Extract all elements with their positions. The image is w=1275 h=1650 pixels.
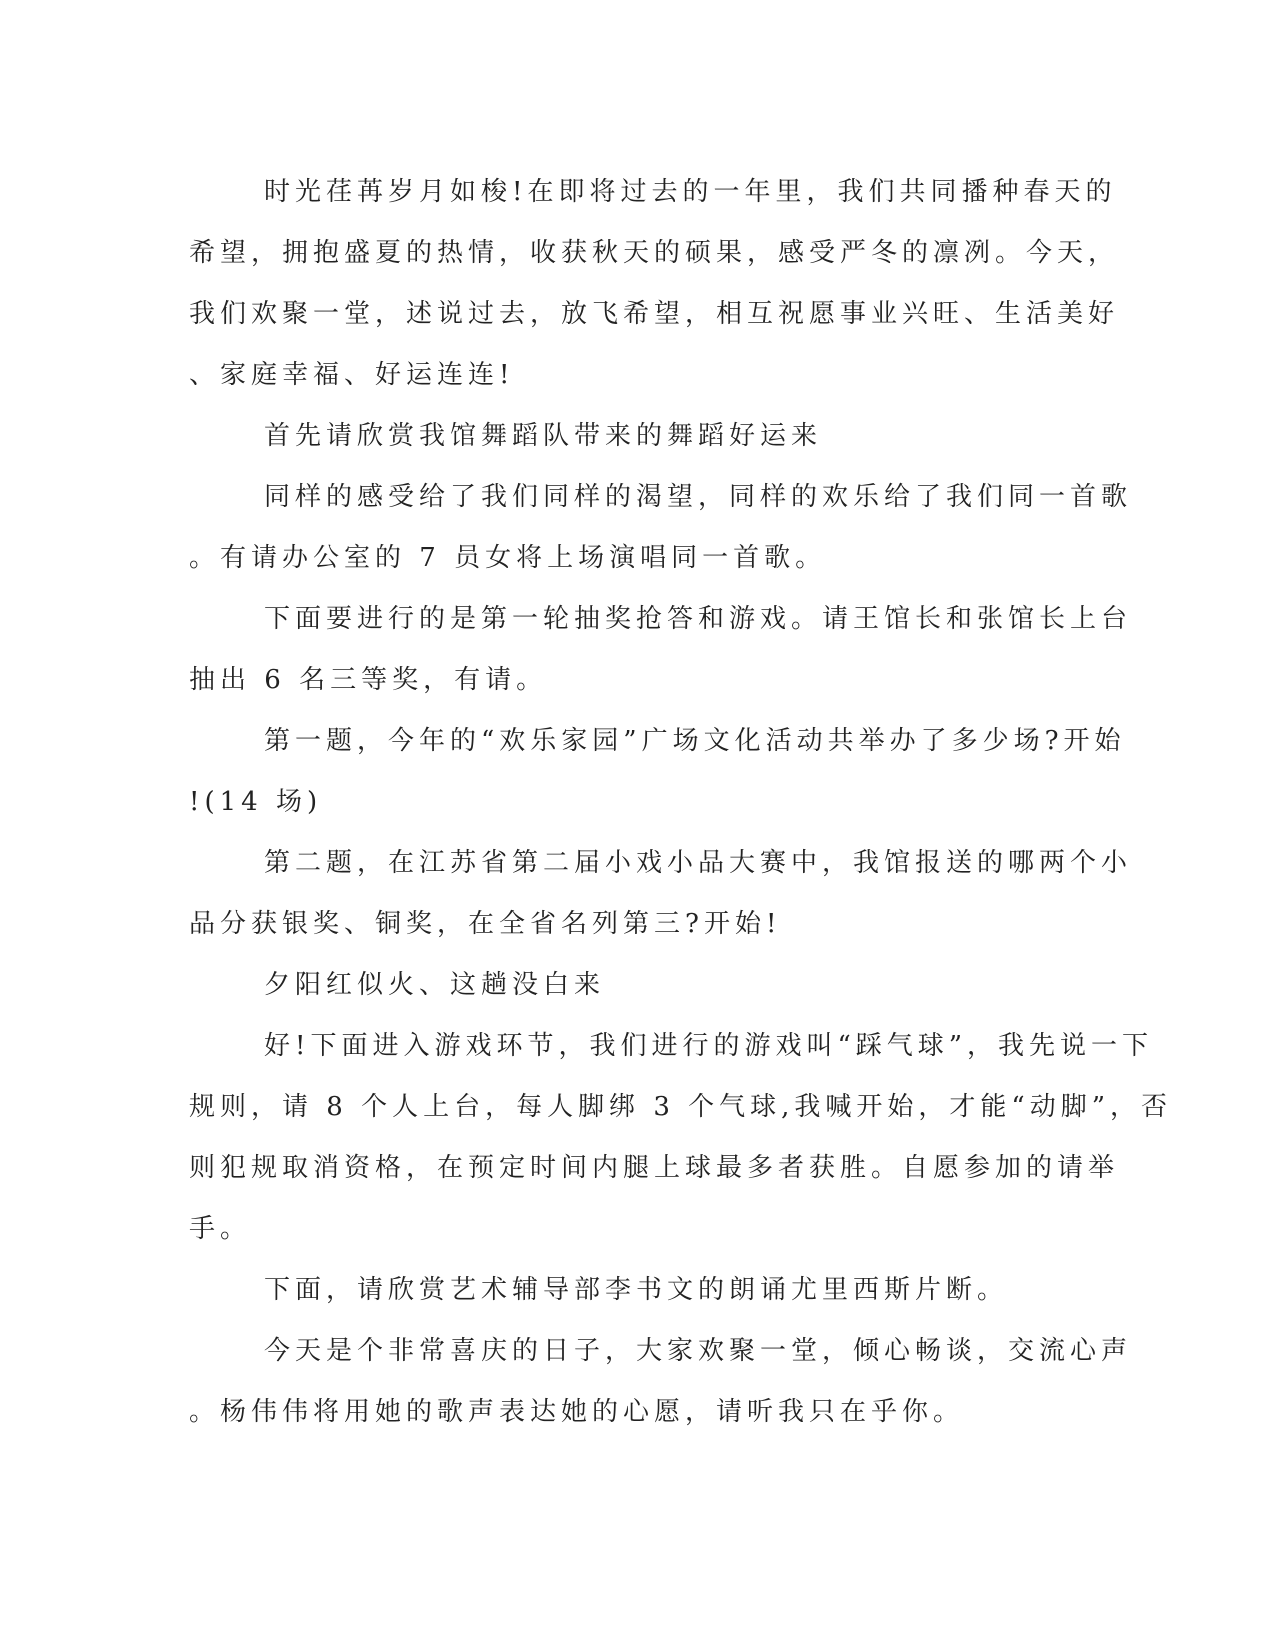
paragraph-opening <box>189 162 1120 406</box>
paragraph-recital <box>189 1260 1079 1321</box>
paragraph-question-1 <box>189 711 1126 833</box>
paragraph-dance <box>189 406 1079 467</box>
text-line: 。杨伟伟将用她的歌声表达她的心愿，请听我只在乎你。 <box>189 1397 965 1427</box>
text-line: 首先请欣赏我馆舞蹈队带来的舞蹈好运来 <box>264 421 823 451</box>
document-body <box>189 162 1172 1443</box>
text-line: 手。 <box>189 1214 252 1244</box>
text-line: 希望，拥抱盛夏的热情，收获秋天的硕果，感受严冬的凛冽。今天， <box>189 238 1120 268</box>
text-line: 品分获银奖、铜奖，在全省名列第三?开始! <box>189 909 782 939</box>
paragraph-song <box>189 467 1133 589</box>
text-line: 时光荏苒岁月如梭!在即将过去的一年里，我们共同播种春天的 <box>264 177 1117 207</box>
text-line: !(14 场) <box>189 787 323 817</box>
text-line: 抽出 6 名三等奖，有请。 <box>189 665 548 695</box>
paragraph-lottery <box>189 589 1133 711</box>
text-line: 。有请办公室的 7 员女将上场演唱同一首歌。 <box>189 543 827 573</box>
text-line: 第一题，今年的“欢乐家园”广场文化活动共举办了多少场?开始 <box>264 726 1126 756</box>
text-line: 下面，请欣赏艺术辅导部李书文的朗诵尤里西斯片断。 <box>264 1275 1009 1305</box>
text-line: 我们欢聚一堂，述说过去，放飞希望，相互祝愿事业兴旺、生活美好 <box>189 299 1120 329</box>
text-line: 规则，请 8 个人上台，每人脚绑 3 个气球,我喊开始，才能“动脚”，否 <box>189 1092 1172 1122</box>
text-line: 下面要进行的是第一轮抽奖抢答和游戏。请王馆长和张馆长上台 <box>264 604 1133 634</box>
text-line: 同样的感受给了我们同样的渴望，同样的欢乐给了我们同一首歌 <box>264 482 1133 512</box>
text-line: 好!下面进入游戏环节，我们进行的游戏叫“踩气球”，我先说一下 <box>264 1031 1154 1061</box>
text-line: 夕阳红似火、这趟没白来 <box>264 970 606 1000</box>
paragraph-closing-song <box>189 1321 1133 1443</box>
paragraph-question-2 <box>189 833 1133 955</box>
paragraph-answer-2 <box>189 955 1079 1016</box>
paragraph-game <box>189 1016 1172 1260</box>
text-line: 则犯规取消资格，在预定时间内腿上球最多者获胜。自愿参加的请举 <box>189 1153 1120 1183</box>
text-line: 、家庭幸福、好运连连! <box>189 360 515 390</box>
text-line: 第二题，在江苏省第二届小戏小品大赛中，我馆报送的哪两个小 <box>264 848 1133 878</box>
text-line: 今天是个非常喜庆的日子，大家欢聚一堂，倾心畅谈，交流心声 <box>264 1336 1133 1366</box>
